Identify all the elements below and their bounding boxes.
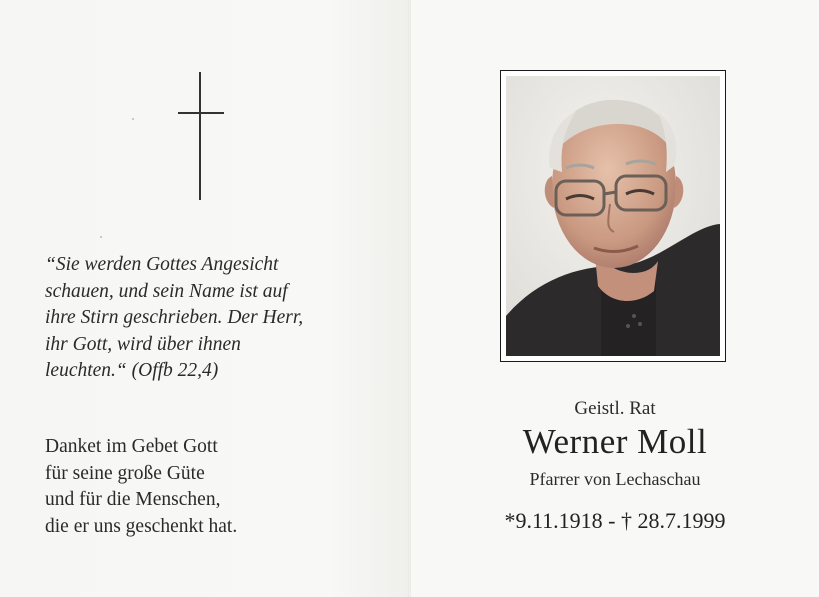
clerical-title: Geistl. Rat bbox=[574, 398, 656, 419]
bible-verse bbox=[45, 252, 375, 385]
thanks-line: die er uns geschenkt hat. bbox=[45, 515, 238, 537]
thanks-line: für seine große Güte bbox=[45, 462, 205, 484]
thanks-text bbox=[45, 434, 375, 540]
life-dates: *9.11.1918 - † 28.7.1999 bbox=[504, 508, 726, 533]
verse-line: ihr Gott, wird über ihnen bbox=[45, 333, 241, 355]
left-panel bbox=[0, 0, 408, 597]
deceased-name: Werner Moll bbox=[522, 422, 708, 461]
verse-line: leuchten.“ (Offb 22,4) bbox=[45, 360, 219, 381]
cross-icon bbox=[178, 72, 224, 200]
verse-line: schauen, und sein Name ist auf bbox=[45, 280, 288, 302]
thanks-line: und für die Menschen, bbox=[45, 489, 221, 510]
role-text: Pfarrer von Lechaschau bbox=[529, 469, 701, 489]
portrait-frame bbox=[500, 70, 726, 362]
verse-line: ihre Stirn geschrieben. Der Herr, bbox=[45, 307, 304, 328]
portrait-photo bbox=[506, 76, 720, 356]
verse-line: “Sie werden Gottes Angesicht bbox=[45, 254, 279, 275]
thanks-line: Danket im Gebet Gott bbox=[45, 436, 218, 457]
